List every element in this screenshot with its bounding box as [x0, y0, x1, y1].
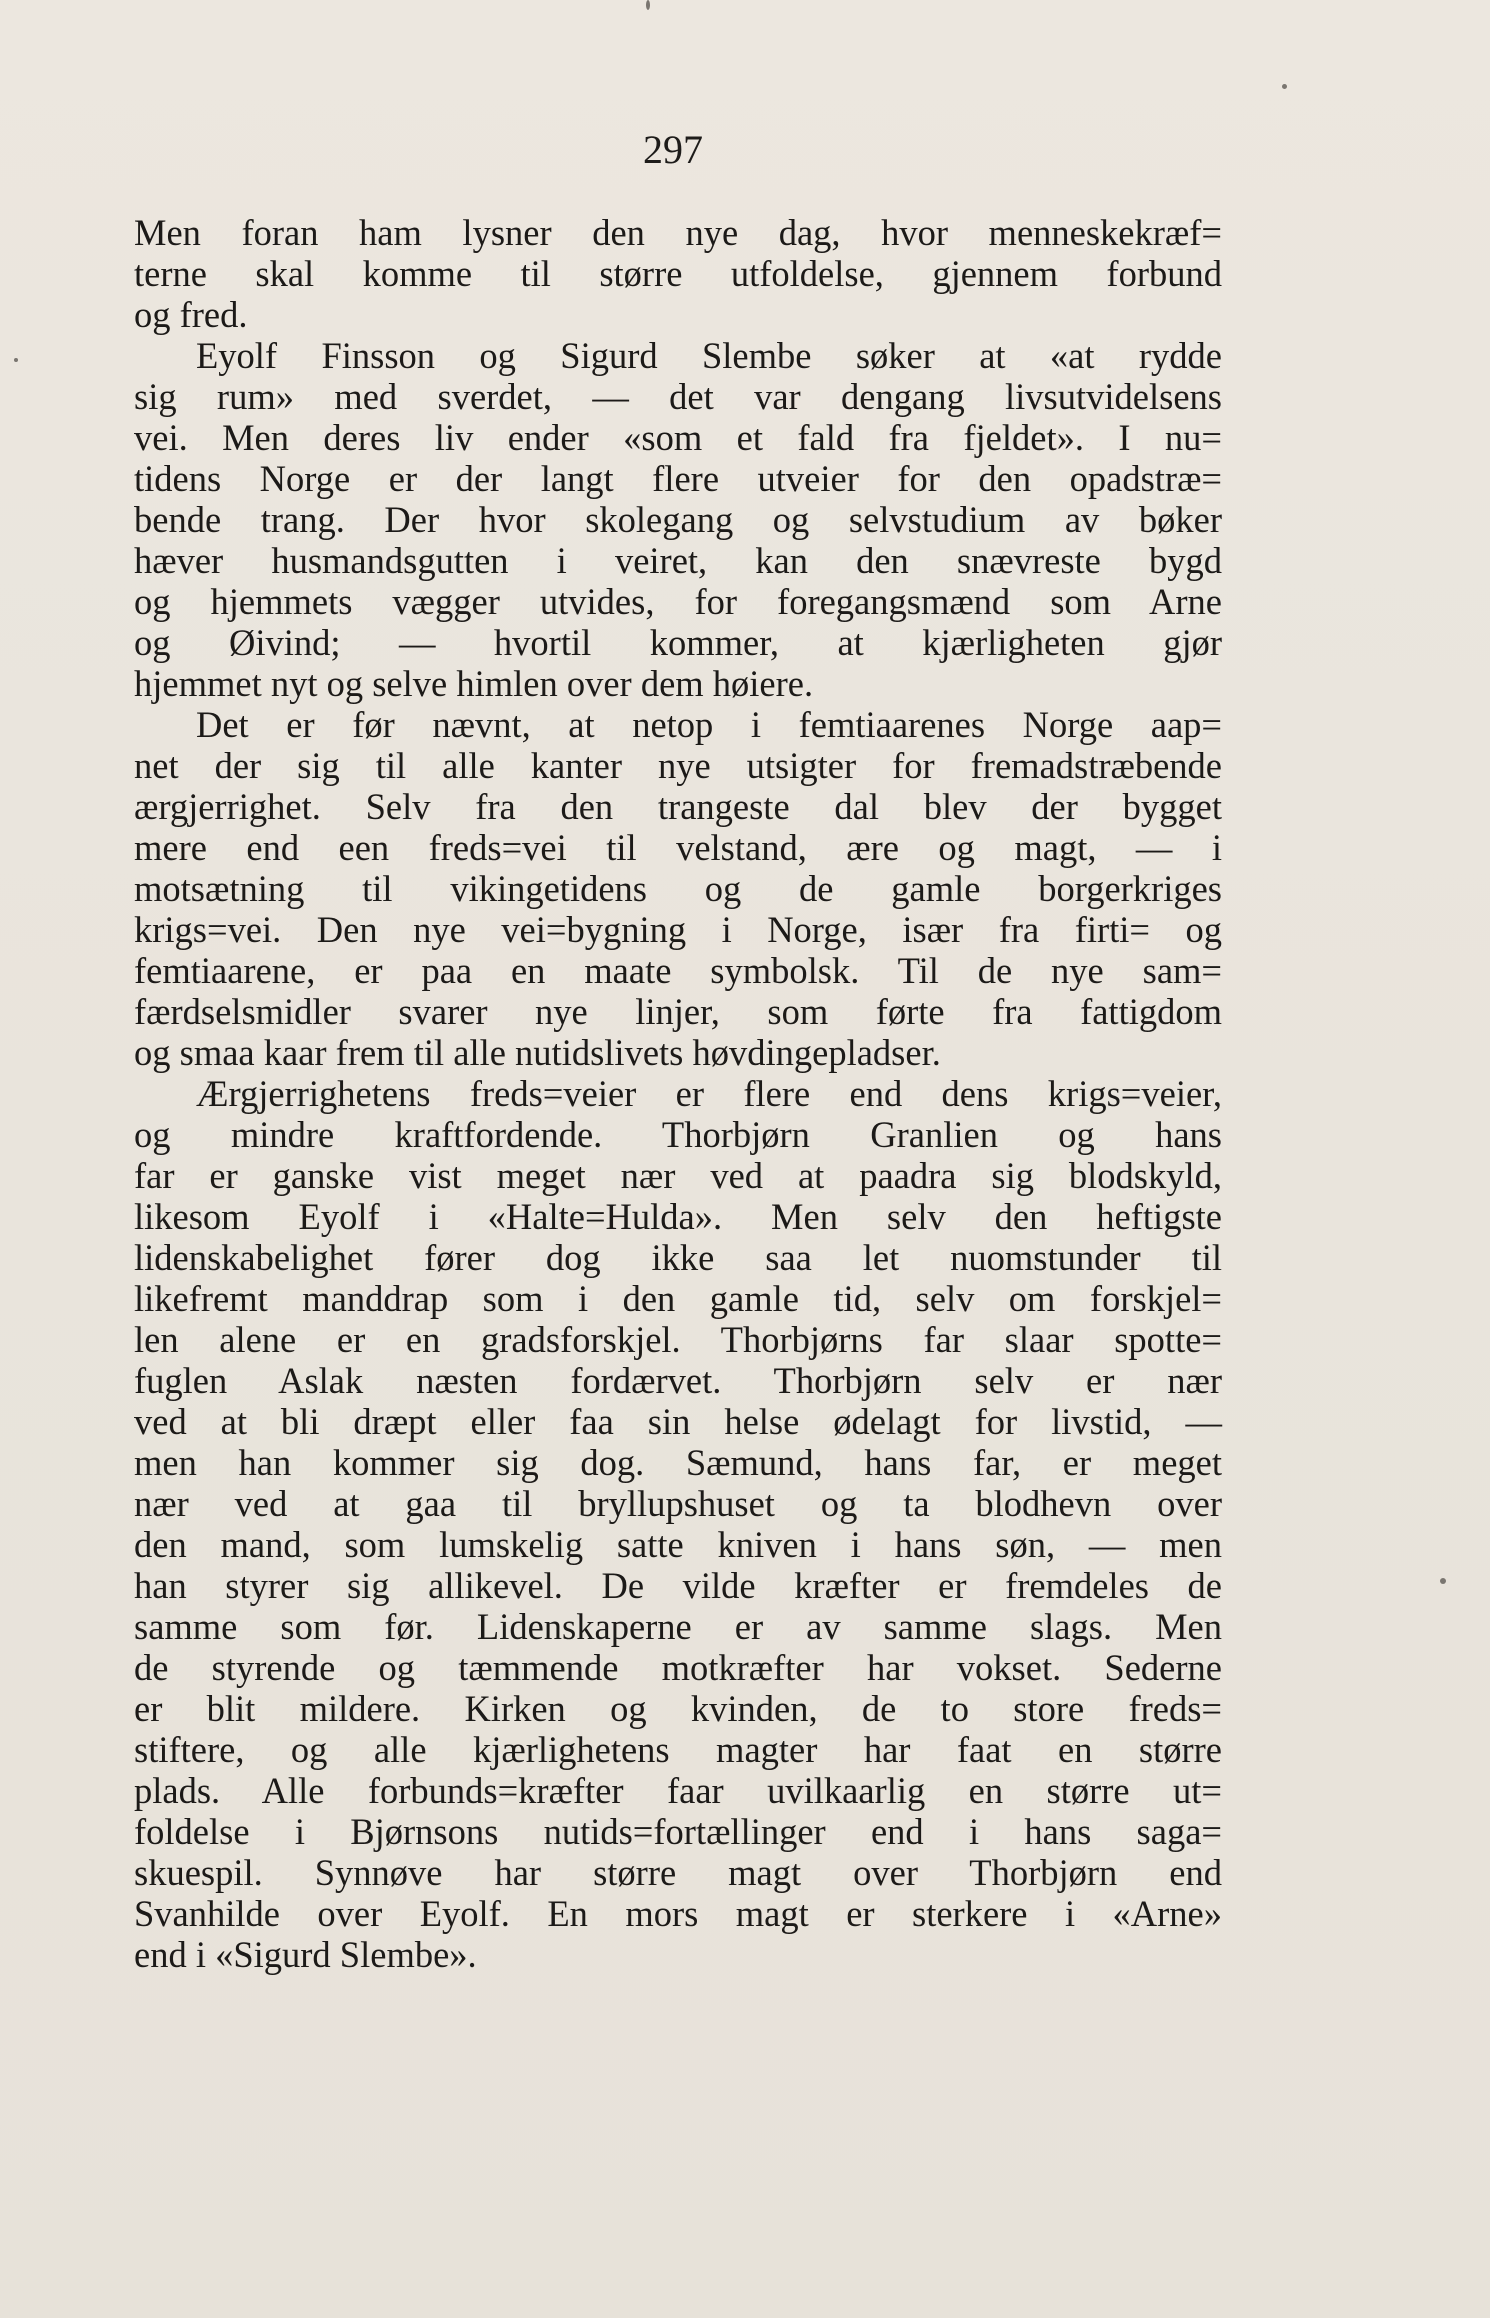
text-line: skuespil. Synnøve har større magt over Thorbjørn end — [134, 1852, 1222, 1893]
text-line: den mand, som lumskelig satte kniven i hans søn, — men — [134, 1524, 1222, 1565]
print-speck-top — [646, 0, 650, 10]
text-line: færdselsmidler svarer nye linjer, som førte fra fattigdom — [134, 991, 1222, 1032]
text-line: hæver husmandsgutten i veiret, kan den snævreste bygd — [134, 540, 1222, 581]
text-line: og mindre kraftfordende. Thorbjørn Granlien og hans — [134, 1114, 1222, 1155]
text-line: femtiaarene, er paa en maate symbolsk. Til de nye sam= — [134, 950, 1222, 991]
text-line: tidens Norge er der langt flere utveier for den opadstræ= — [134, 458, 1222, 499]
text-line: og hjemmets vægger utvides, for foregangsmænd som Arne — [134, 581, 1222, 622]
text-line: plads. Alle forbunds=kræfter faar uvilkaarlig en større ut= — [134, 1770, 1222, 1811]
text-line: terne skal komme til større utfoldelse, gjennem forbund — [134, 253, 1222, 294]
text-line: hjemmet nyt og selve himlen over dem høiere. — [134, 663, 814, 704]
print-speck-left — [14, 358, 18, 362]
text-line: og Øivind; — hvortil kommer, at kjærligheten gjør — [134, 622, 1222, 663]
text-line: stiftere, og alle kjærlighetens magter har faat en større — [134, 1729, 1222, 1770]
text-line: Eyolf Finsson og Sigurd Slembe søker at «at rydde — [196, 335, 1222, 376]
text-line: fuglen Aslak næsten fordærvet. Thorbjørn selv er nær — [134, 1360, 1222, 1401]
text-line: Men foran ham lysner den nye dag, hvor menneskekræf= — [134, 212, 1222, 253]
text-line: motsætning til vikingetidens og de gamle borgerkriges — [134, 868, 1222, 909]
text-line: Det er før nævnt, at netop i femtiaarenes Norge aap= — [196, 704, 1222, 745]
text-line: Svanhilde over Eyolf. En mors magt er sterkere i «Arne» — [134, 1893, 1222, 1934]
text-line: men han kommer sig dog. Sæmund, hans far, er meget — [134, 1442, 1222, 1483]
text-line: len alene er en gradsforskjel. Thorbjørns far slaar spotte= — [134, 1319, 1222, 1360]
text-line: lidenskabelighet fører dog ikke saa let nuomstunder til — [134, 1237, 1222, 1278]
text-line: og fred. — [134, 294, 248, 335]
text-line: net der sig til alle kanter nye utsigter for fremadstræbende — [134, 745, 1222, 786]
text-line: mere end een freds=vei til velstand, ære og magt, — i — [134, 827, 1222, 868]
text-line: samme som før. Lidenskaperne er av samme slags. Men — [134, 1606, 1222, 1647]
text-line: foldelse i Bjørnsons nutids=fortællinger end i hans saga= — [134, 1811, 1222, 1852]
page-number: 297 — [643, 127, 703, 172]
text-line: de styrende og tæmmende motkræfter har vokset. Sederne — [134, 1647, 1222, 1688]
text-line: vei. Men deres liv ender «som et fald fra fjeldet». I nu= — [134, 417, 1222, 458]
text-line: likesom Eyolf i «Halte=Hulda». Men selv den heftigste — [134, 1196, 1222, 1237]
text-line: sig rum» med sverdet, — det var dengang livsutvidelsens — [134, 376, 1222, 417]
print-speck-right — [1282, 84, 1287, 89]
text-line: bende trang. Der hvor skolegang og selvstudium av bøker — [134, 499, 1222, 540]
text-line: og smaa kaar frem til alle nutidslivets høvdingepladser. — [134, 1032, 941, 1073]
text-line: likefremt manddrap som i den gamle tid, selv om forskjel= — [134, 1278, 1222, 1319]
body-text — [134, 212, 1222, 1975]
text-line: ærgjerrighet. Selv fra den trangeste dal blev der bygget — [134, 786, 1222, 827]
text-line: nær ved at gaa til bryllupshuset og ta blodhevn over — [134, 1483, 1222, 1524]
text-line: end i «Sigurd Slembe». — [134, 1934, 477, 1975]
text-line: ved at bli dræpt eller faa sin helse ødelagt for livstid, — — [134, 1401, 1222, 1442]
text-line: far er ganske vist meget nær ved at paadra sig blodskyld, — [134, 1155, 1222, 1196]
print-speck-margin — [1440, 1578, 1446, 1584]
text-line: han styrer sig allikevel. De vilde kræfter er fremdeles de — [134, 1565, 1222, 1606]
text-line: er blit mildere. Kirken og kvinden, de to store freds= — [134, 1688, 1222, 1729]
text-line: krigs=vei. Den nye vei=bygning i Norge, især fra firti= og — [134, 909, 1222, 950]
text-line: Ærgjerrighetens freds=veier er flere end dens krigs=veier, — [196, 1073, 1222, 1114]
